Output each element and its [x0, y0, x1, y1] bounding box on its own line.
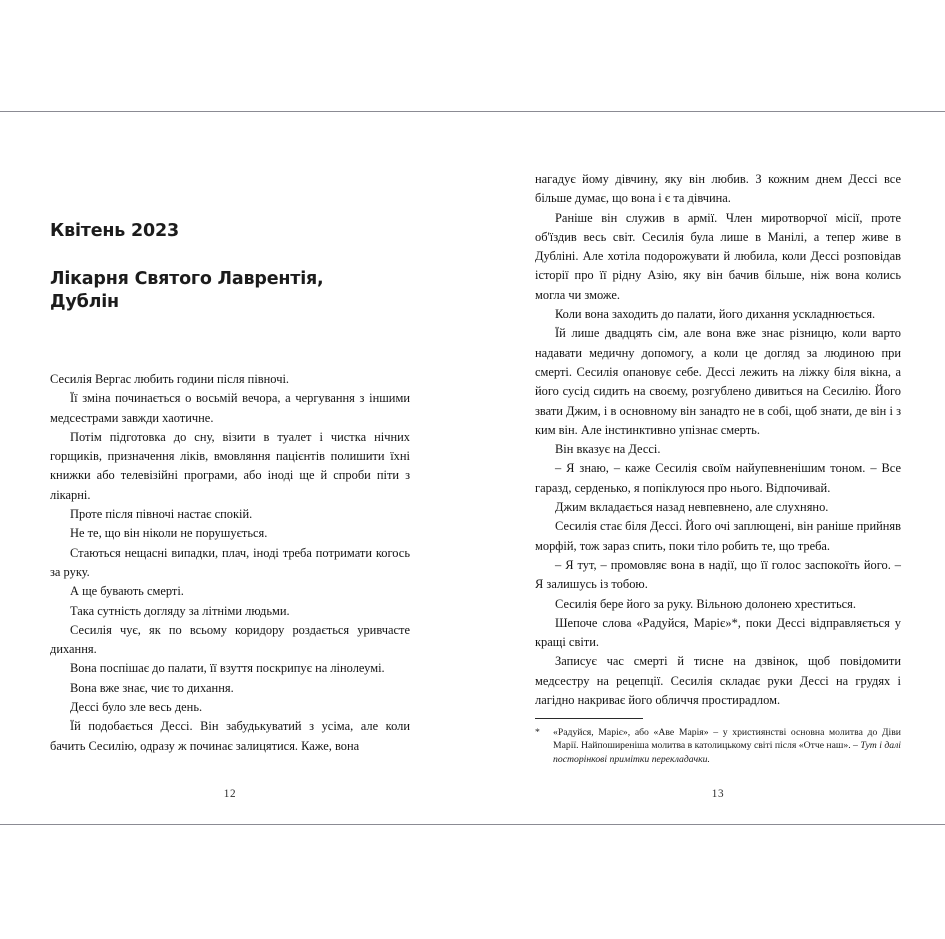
paragraph: Потім підготовка до сну, візити в туалет і чистка нічних горщиків, призначення ліків, вмовляння пацієнтів полишити їхні книжки або телевізійні програми, або іноді ще й спроби піти з лікарні.: [50, 429, 410, 502]
left-page-body-text: [50, 370, 410, 756]
footnote-text-roman: «Радуйся, Маріє», або «Аве Марія» – у християнстві основна молитва до Діви Марії. Найпоширеніша молитва в католицькому світі після «Отче наш». –: [553, 726, 901, 752]
paragraph: Шепоче слова «Радуйся, Маріє»*, поки Дессі відправляється у кращі світи.: [535, 615, 901, 650]
chapter-place-heading: Лікарня Святого Лаврентія, Дублін: [50, 269, 324, 312]
paragraph: Записує час смерті й тисне на дзвінок, щоб повідомити медсестру на рецепції. Сесилія складає руки Дессі на грудях і лагідно накриває його обличчя простирадлом.: [535, 654, 901, 708]
paragraph: Коли вона заходить до палати, його дихання ускладнюється.: [555, 307, 876, 322]
footnote-marker: *: [535, 726, 540, 738]
chapter-heading-block: [50, 222, 410, 313]
footnote-separator-rule: [535, 718, 643, 719]
paragraph: Вона вже знає, чиє то дихання.: [70, 680, 234, 695]
paragraph: Раніше він служив в армії. Член миротворчої місії, проте об'їздив весь світ. Сесилія була лише в Манілі, а тепер живе в Дубліні. Але хотіла подорожувати й любила, коли Дессі розповідав історії про її рідну Азію, яку він бачив більше, ніж вона колись могла чи зможе.: [535, 210, 901, 302]
chapter-date-heading: Квітень 2023: [50, 221, 179, 241]
page-number-left: 12: [223, 788, 237, 800]
paragraph: нагадує йому дівчину, яку він любив. З кожним днем Дессі все більше думає, що вона і є та дівчина.: [535, 172, 901, 206]
footnote-text: [553, 726, 901, 766]
paragraph: Така сутність догляду за літніми людьми.: [70, 603, 290, 618]
paragraph: – Я тут, – промовляє вона в надії, що її голос заспокоїть його. – Я залишусь із тобою.: [535, 557, 901, 592]
right-page-body-text: [535, 170, 901, 710]
paragraph: Не те, що він ніколи не порушується.: [70, 526, 268, 541]
paragraph: Сесилія стає біля Дессі. Його очі заплющені, він раніше прийняв морфій, тож зараз спить, поки тіло робить те, що треба.: [535, 519, 901, 553]
footnote-content: [535, 726, 901, 766]
paragraph: Їй лише двадцять сім, але вона вже знає різницю, коли варто надавати медичну допомогу, а коли це догляд за людиною при смерті. Сесилія опановує себе. Дессі лежить на ліжку біля вікна, а його сусід сидить на своєму, розгублено дивиться на Сесилію. Його звати Джим, і в основному він занадто не в собі, щоб знати, де він і з ким він. Але інстинктивно упізнає смерть.: [535, 326, 901, 437]
paragraph: Їй подобається Дессі. Він забудькуватий з усіма, але коли бачить Сесилію, одразу ж починає залицятися. Каже, вона: [50, 719, 410, 753]
right-page: [535, 112, 901, 826]
paragraph: Сесилія Вергас любить години після півночі.: [50, 372, 290, 386]
paragraph: Джим вкладається назад невпевнено, але слухняно.: [555, 500, 829, 515]
book-spread: [0, 111, 945, 825]
paragraph: Дессі було зле весь день.: [70, 700, 203, 715]
footnote-block: [535, 718, 901, 766]
paragraph: Стаються нещасні випадки, плач, іноді треба потримати когось за руку.: [50, 545, 410, 579]
paragraph: А ще бувають смерті.: [70, 584, 184, 599]
paragraph: Проте після півночі настає спокій.: [70, 507, 253, 522]
paragraph: Вона поспішає до палати, її взуття поскрипує на лінолеумі.: [70, 661, 385, 676]
left-page: [50, 112, 410, 826]
paragraph: Сесилія бере його за руку. Вільною долонею хреститься.: [555, 596, 856, 611]
paragraph: Сесилія чує, як по всьому коридору роздається уривчасте дихання.: [50, 622, 410, 657]
paragraph: – Я знаю, – каже Сесилія своїм найупевненішим тоном. – Все гаразд, серденько, я попіклуюся про нього. Відпочивай.: [535, 461, 901, 495]
paragraph: Її зміна починається о восьмій вечора, а чергування з іншими медсестрами завжди хаотичне.: [50, 391, 410, 425]
page-number-right: 13: [711, 788, 725, 800]
paragraph: Він вказує на Дессі.: [555, 442, 661, 457]
footnote-text-italic: Тут і далі посторінкові примітки перекладачки.: [553, 740, 901, 765]
